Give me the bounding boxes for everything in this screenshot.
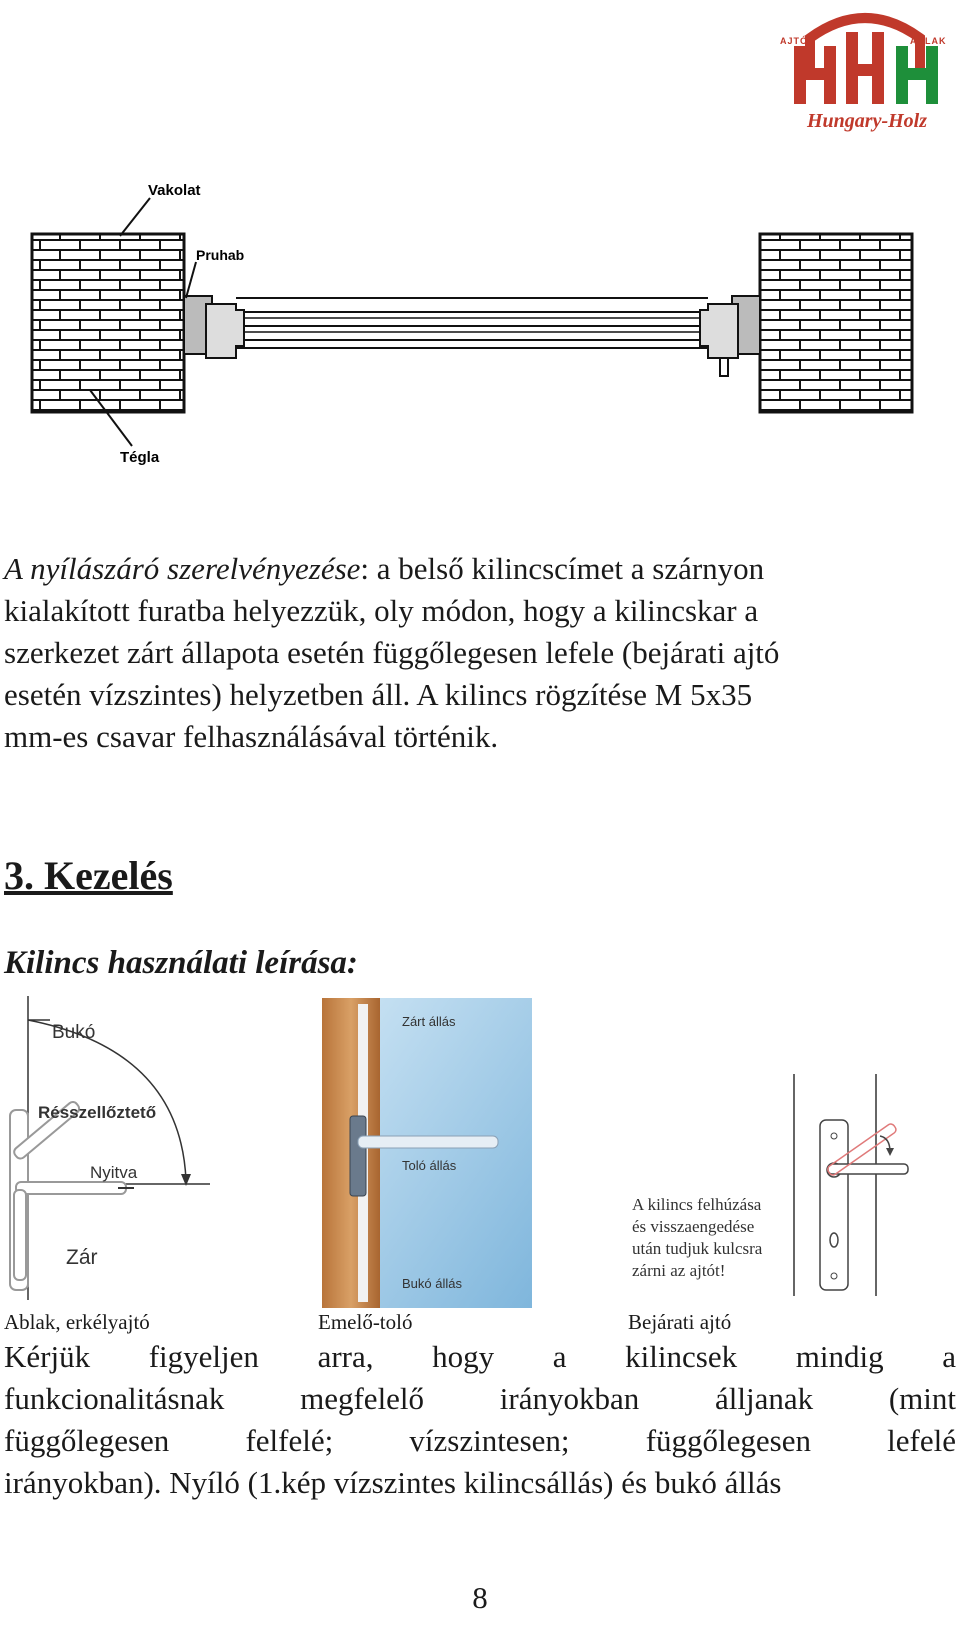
label-zar: Zár xyxy=(66,1246,98,1269)
note-line: zárni az ajtót! xyxy=(632,1261,726,1280)
window-handle-figure xyxy=(0,990,240,1310)
label-foam: Pruhab xyxy=(196,247,245,263)
logo-brand-name: Hungary-Holz xyxy=(806,110,928,132)
paragraph-line: irányokban). Nyíló (1.kép vízszintes kilincsállás) és bukó állás xyxy=(4,1465,782,1500)
caption-window: Ablak, erkélyajtó xyxy=(4,1310,150,1334)
paragraph-line: esetén vízszintes) helyzetben áll. A kilincs rögzítése M 5x35 xyxy=(4,677,753,712)
label-tolo-allas: Toló állás xyxy=(402,1158,457,1173)
company-logo xyxy=(780,8,950,133)
label-nyitva: Nyitva xyxy=(90,1163,138,1182)
entrance-door-figure xyxy=(628,1070,928,1305)
logo-mark-icon xyxy=(780,8,950,108)
note-line: után tudjuk kulcsra xyxy=(632,1239,763,1258)
lift-slide-figure xyxy=(322,998,532,1308)
wall-section-diagram xyxy=(0,170,960,490)
paragraph-line: függőlegesen felfelé; vízszintesen; függőlegesen lefelé xyxy=(4,1423,956,1458)
label-brick: Tégla xyxy=(120,449,160,466)
paragraph-lead: A nyílászáró szerelvényezése xyxy=(4,551,361,586)
paragraph-line: funkcionalitásnak megfelelő irányokban álljanak (mint xyxy=(4,1381,956,1416)
paragraph-line: A nyílászáró szerelvényezése: a belső kilincscímet a szárnyon xyxy=(4,551,765,586)
label-buko-allas: Bukó állás xyxy=(402,1276,462,1291)
note-line: A kilincs felhúzása xyxy=(632,1195,762,1214)
logo-right-tag: ABLAK xyxy=(910,36,947,46)
handle-usage-paragraph xyxy=(4,1336,956,1504)
label-resszell: Résszellőztető xyxy=(38,1103,157,1122)
note-line: és visszaengedése xyxy=(632,1217,755,1236)
paragraph-line: szerkezet zárt állapota esetén függőlegesen lefele (bejárati ajtó xyxy=(4,635,780,670)
logo-left-tag: AJTÓ xyxy=(780,36,809,46)
label-zart-allas: Zárt állás xyxy=(402,1014,456,1029)
caption-entrance-door: Bejárati ajtó xyxy=(628,1310,732,1334)
caption-lift-slide: Emelő-toló xyxy=(318,1310,413,1334)
paragraph-line: Kérjük figyeljen arra, hogy a kilincsek mindig a xyxy=(4,1339,956,1374)
label-plaster: Vakolat xyxy=(148,182,201,199)
section-subheading: Kilincs használati leírása: xyxy=(4,945,358,981)
paragraph-line: mm-es csavar felhasználásával történik. xyxy=(4,719,499,754)
section-heading: 3. Kezelés xyxy=(4,853,173,898)
paragraph-line: kialakított furatba helyezzük, oly módon, hogy a kilincskar a xyxy=(4,593,759,628)
label-buko: Bukó xyxy=(52,1022,96,1043)
page-number: 8 xyxy=(472,1580,488,1615)
mounting-paragraph xyxy=(4,548,934,758)
